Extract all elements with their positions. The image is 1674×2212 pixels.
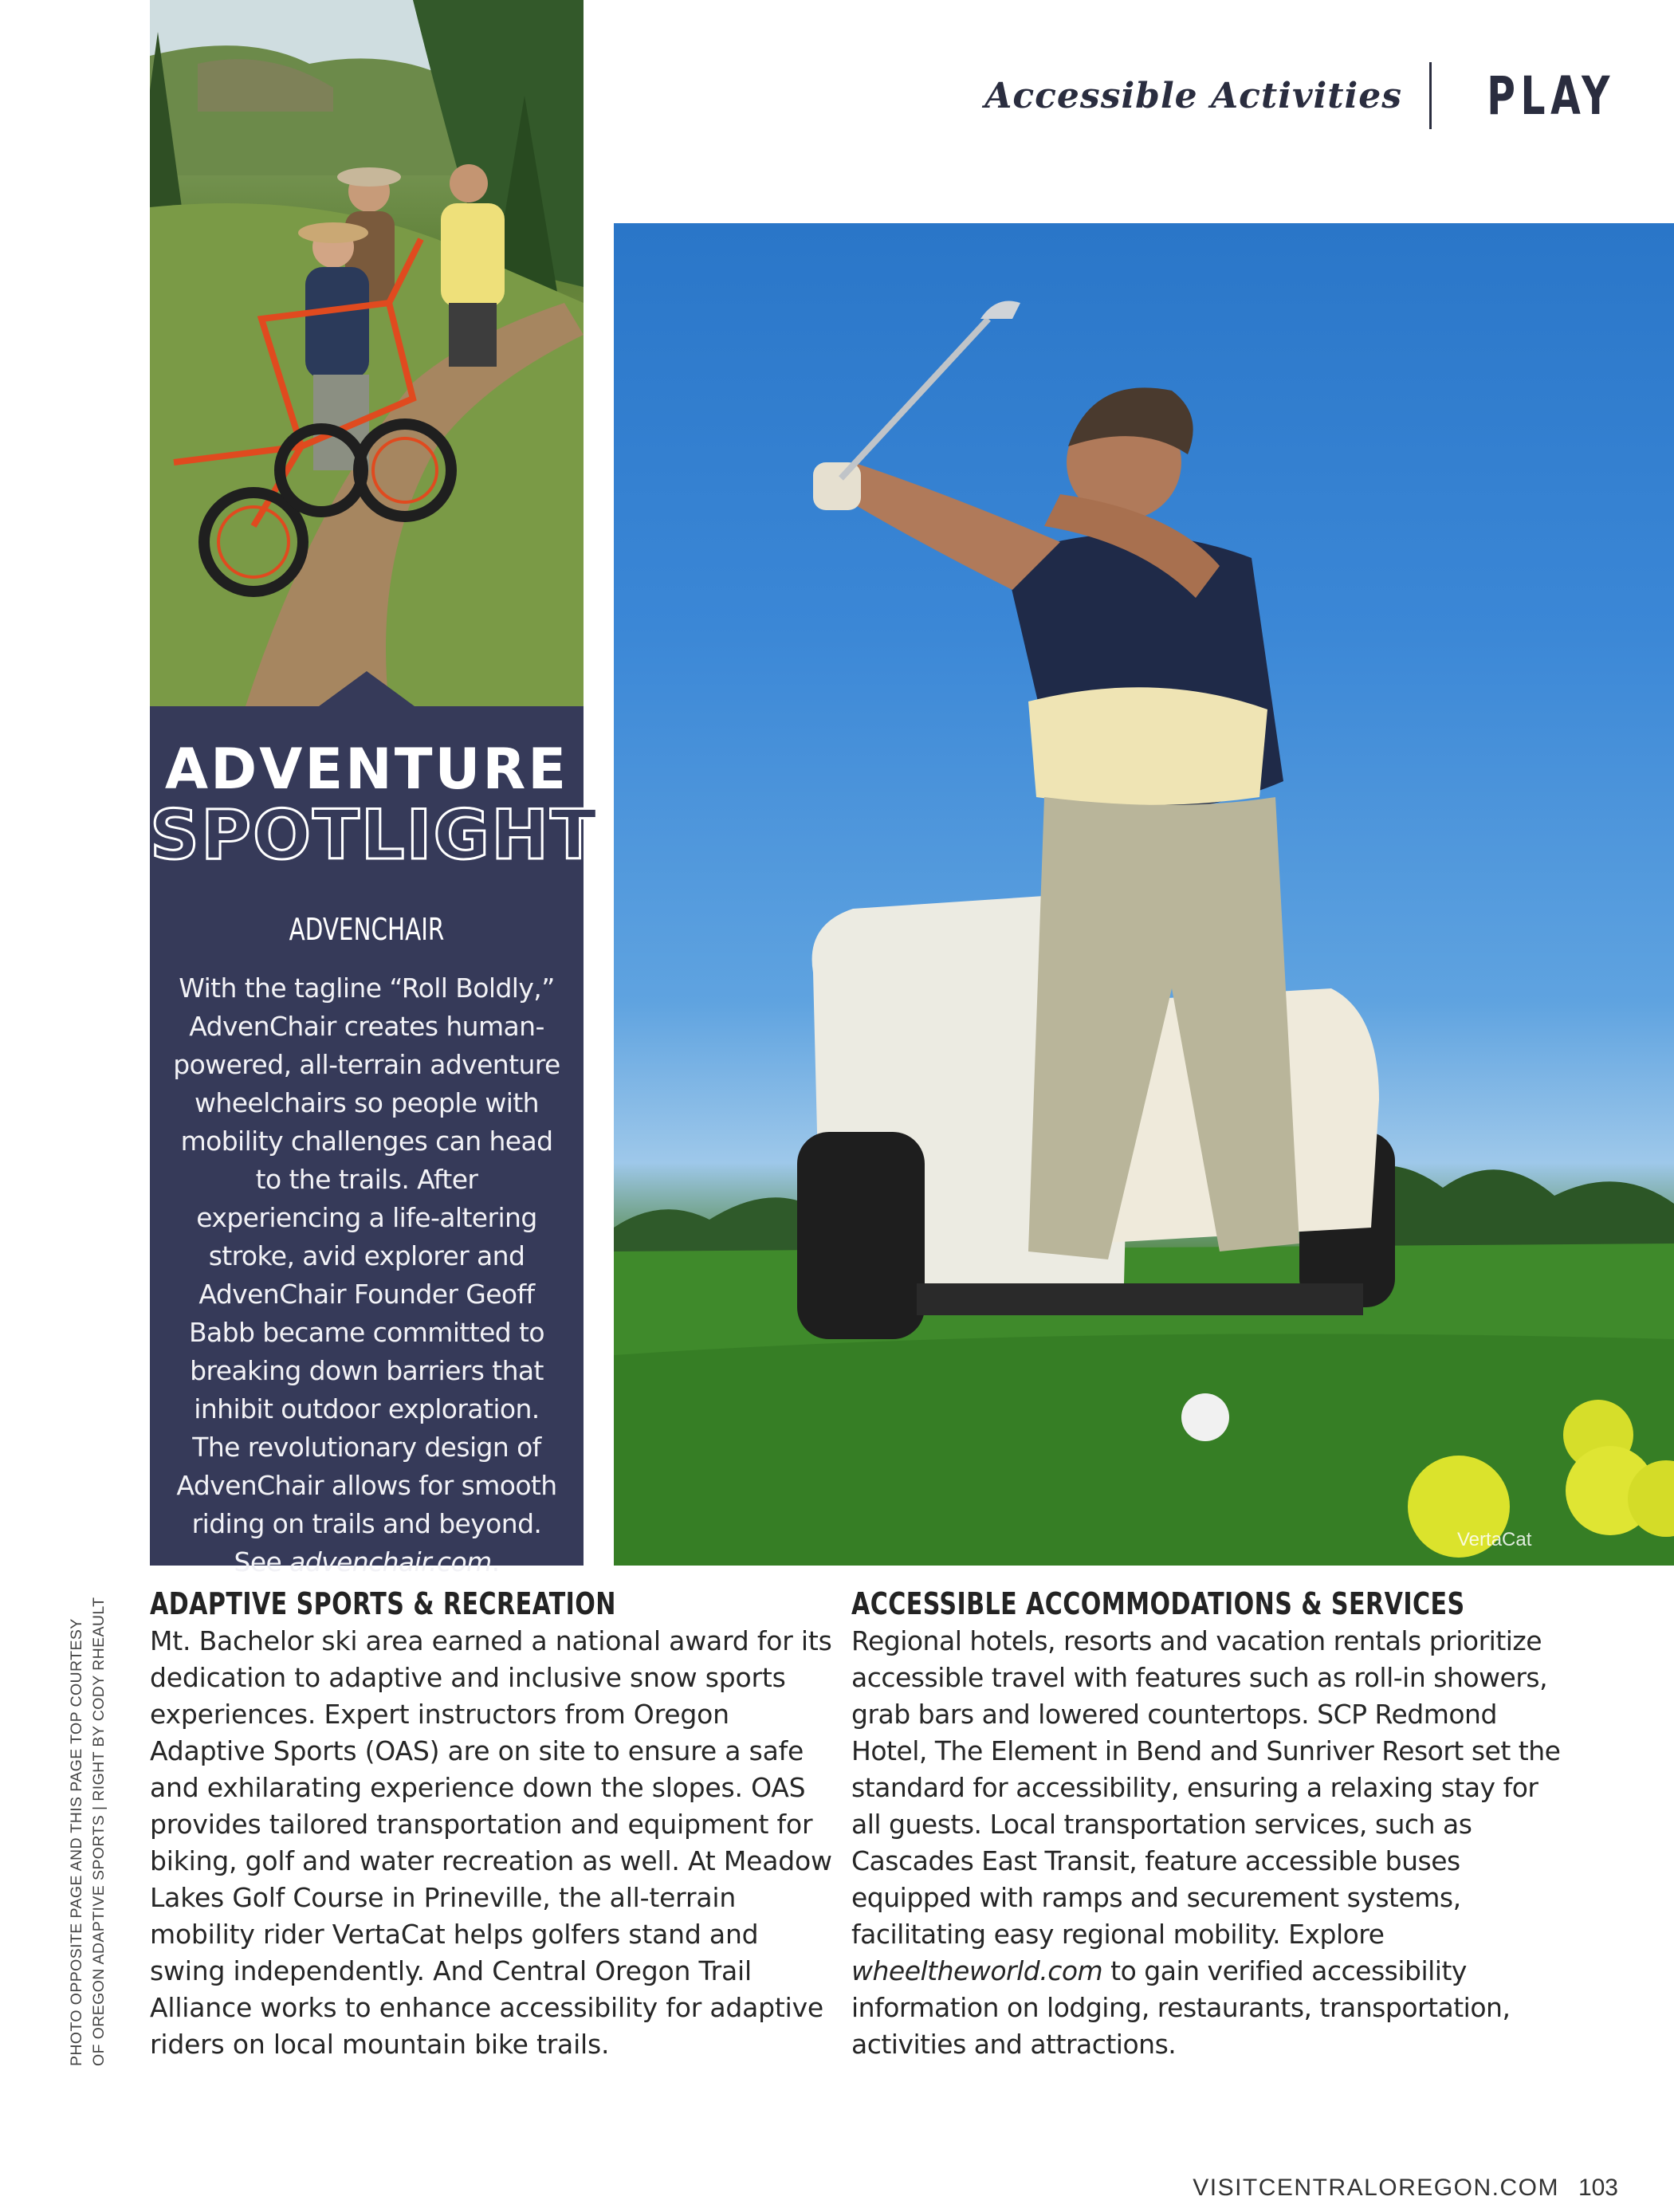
spotlight-title-line2: SPOTLIGHT [150,796,599,875]
article-adaptive-sports [150,1586,837,2063]
photo-caption [65,1524,110,2066]
article-body-before-link: Regional hotels, resorts and vacation rentals prioritize accessible travel with features such as roll-in showers, grab bars and lowered countertops. SCP Redmond Hotel, The Element in Bend and Sunriver Resort set the standard for accessibility, ensuring a relaxing stay for all guests. Local transportation services, such as Cascades East Transit, feature accessible buses equipped with ramps and securement systems, facilitating easy regional mobility. Explore [851,1625,1561,1950]
article-heading: ACCESSIBLE ACCOMMODATIONS & SERVICES [851,1586,1465,1621]
article-body-after-link: to gain verified accessibility information on lodging, restaurants, transportation, activities and attractions. [851,1955,1511,2060]
photo-credit: VertaCat [1457,1529,1532,1550]
spotlight-body-text: With the tagline “Roll Boldly,” AdvenChair creates human-powered, all-terrain adventure wheelchairs so people with mobility challenges can head to the trails. After experiencing a life-altering stroke, avid explorer and AdvenChair Founder Geoff Babb became committed to breaking down barriers that inhibit outdoor exploration. The revolutionary design of AdvenChair allows for smooth riding on trails and beyond. See [173,972,560,1577]
spotlight-body [172,969,561,1581]
spotlight-title-line1: ADVENTURE [164,737,569,802]
panel-notch [319,671,415,706]
advenchair-trail-photo [150,0,584,706]
advenchair-link[interactable]: advenchair.com [289,1546,492,1577]
adventure-spotlight-panel [150,706,599,1577]
wheeltheworld-link[interactable]: wheeltheworld.com [851,1955,1103,1986]
article-body [851,1623,1561,2063]
article-heading: ADAPTIVE SPORTS & RECREATION [150,1586,616,1621]
article-accessible-accommodations [851,1586,1561,2063]
spotlight-subtitle: ADVENCHAIR [289,912,445,947]
photo-caption-line2: OF OREGON ADAPTIVE SPORTS | RIGHT BY CODY RHEAULT [90,1597,108,2066]
footer-site[interactable]: VISITCENTRALOREGON.COM [1193,2175,1559,2201]
article-body: Mt. Bachelor ski area earned a national award for its dedication to adaptive and inclusive snow sports experiences. Expert instructors from Oregon Adaptive Sports (OAS) are on site to ensure a safe and exhilarating experience down the slopes. OAS provides tailored transportation and equipment for biking, golf and water recreation as well. At Meadow Lakes Golf Course in Prineville, the all-terrain mobility rider VertaCat helps golfers stand and swing independently. And Central Oregon Trail Alliance works to enhance accessibility for adaptive riders on local mountain bike trails. [150,1625,832,2060]
section-name: Accessible Activities [984,75,1403,116]
photo-caption-line1: PHOTO OPPOSITE PAGE AND THIS PAGE TOP COURTESY [68,1618,85,2066]
vertacat-golfer-photo [614,223,1674,1566]
section-header [973,56,1615,136]
header-divider [1429,62,1432,129]
page-number: 103 [1578,2175,1618,2201]
section-tag: PLAY [1487,65,1615,127]
spotlight-body-end: . [491,1546,500,1577]
page-footer [1156,2175,1618,2202]
